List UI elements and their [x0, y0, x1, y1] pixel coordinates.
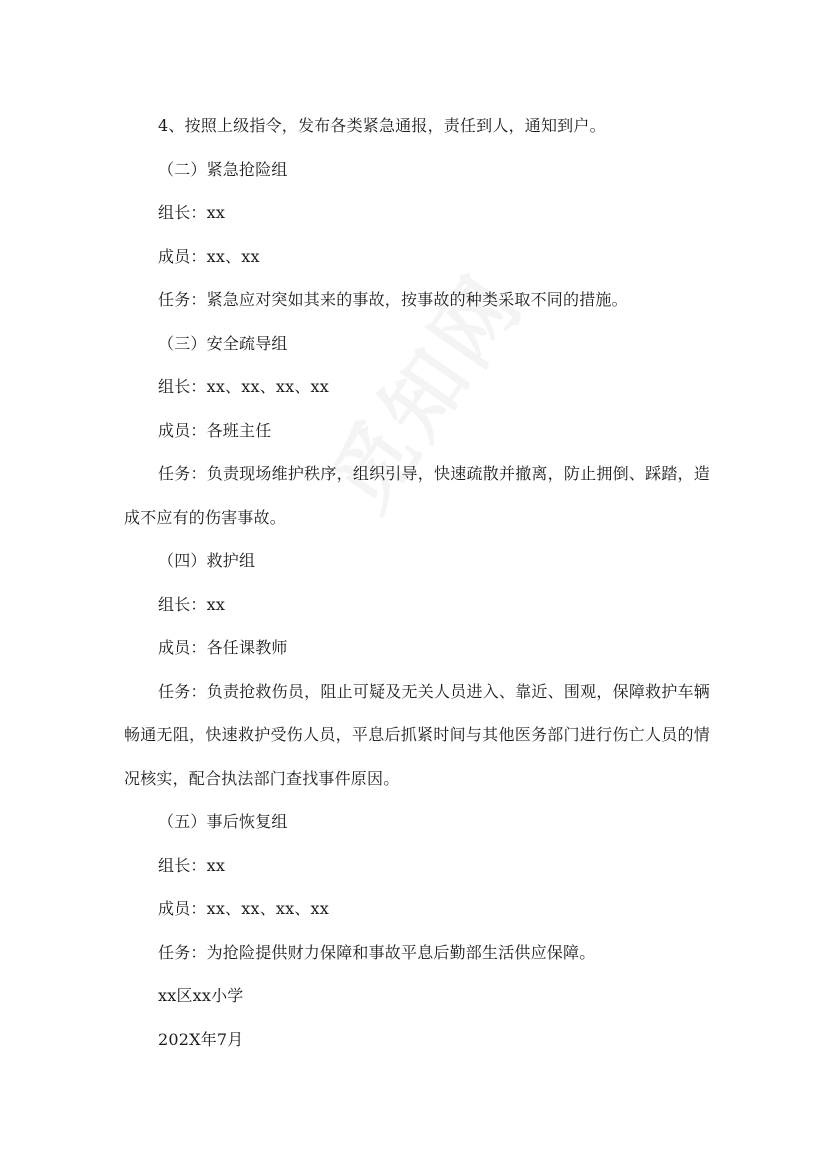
section-heading-recovery: （五）事后恢复组	[158, 812, 288, 831]
paragraph-instruction-4: 4、按照上级指令，发布各类紧急通报，责任到人，通知到户。	[158, 116, 606, 135]
rescue-group-leader: 组长：xx	[158, 203, 226, 222]
evacuation-group-task: 任务：负责现场维护秩序，组织引导，快速疏散并撤离，防止拥倒、踩踏，造成不应有的伤害事故。	[124, 464, 710, 527]
medical-group-leader: 组长：xx	[158, 594, 226, 614]
section-heading-emergency-rescue: （二）紧急抢险组	[158, 159, 288, 179]
section-heading-safety-evacuation: （三）安全疏导组	[158, 333, 288, 353]
document-date: 202X年7月	[158, 1029, 244, 1049]
evacuation-group-leader: 组长：xx、xx、xx、xx	[158, 377, 329, 396]
rescue-group-members: 成员：xx、xx	[158, 246, 260, 266]
medical-group-members: 成员：各任课教师	[158, 638, 288, 657]
document-body	[124, 104, 710, 1061]
medical-group-task: 任务：负责抢救伤员，阻止可疑及无关人员进入、靠近、围观，保障救护车辆畅通无阻，快速救护受伤人员，平息后抓紧时间与其他医务部门进行伤亡人员的情况核实，配合执法部门查找事件原因。	[124, 681, 710, 788]
recovery-group-task: 任务：为抢险提供财力保障和事故平息后勤部生活供应保障。	[158, 942, 596, 962]
school-signature: xx区xx小学	[158, 986, 244, 1005]
section-heading-medical-aid: （四）救护组	[158, 551, 256, 570]
evacuation-group-members: 成员：各班主任	[158, 420, 272, 440]
recovery-group-leader: 组长：xx	[158, 855, 226, 875]
recovery-group-members: 成员：xx、xx、xx、xx	[158, 899, 329, 918]
rescue-group-task: 任务：紧急应对突如其来的事故，按事故的种类采取不同的措施。	[158, 290, 628, 309]
